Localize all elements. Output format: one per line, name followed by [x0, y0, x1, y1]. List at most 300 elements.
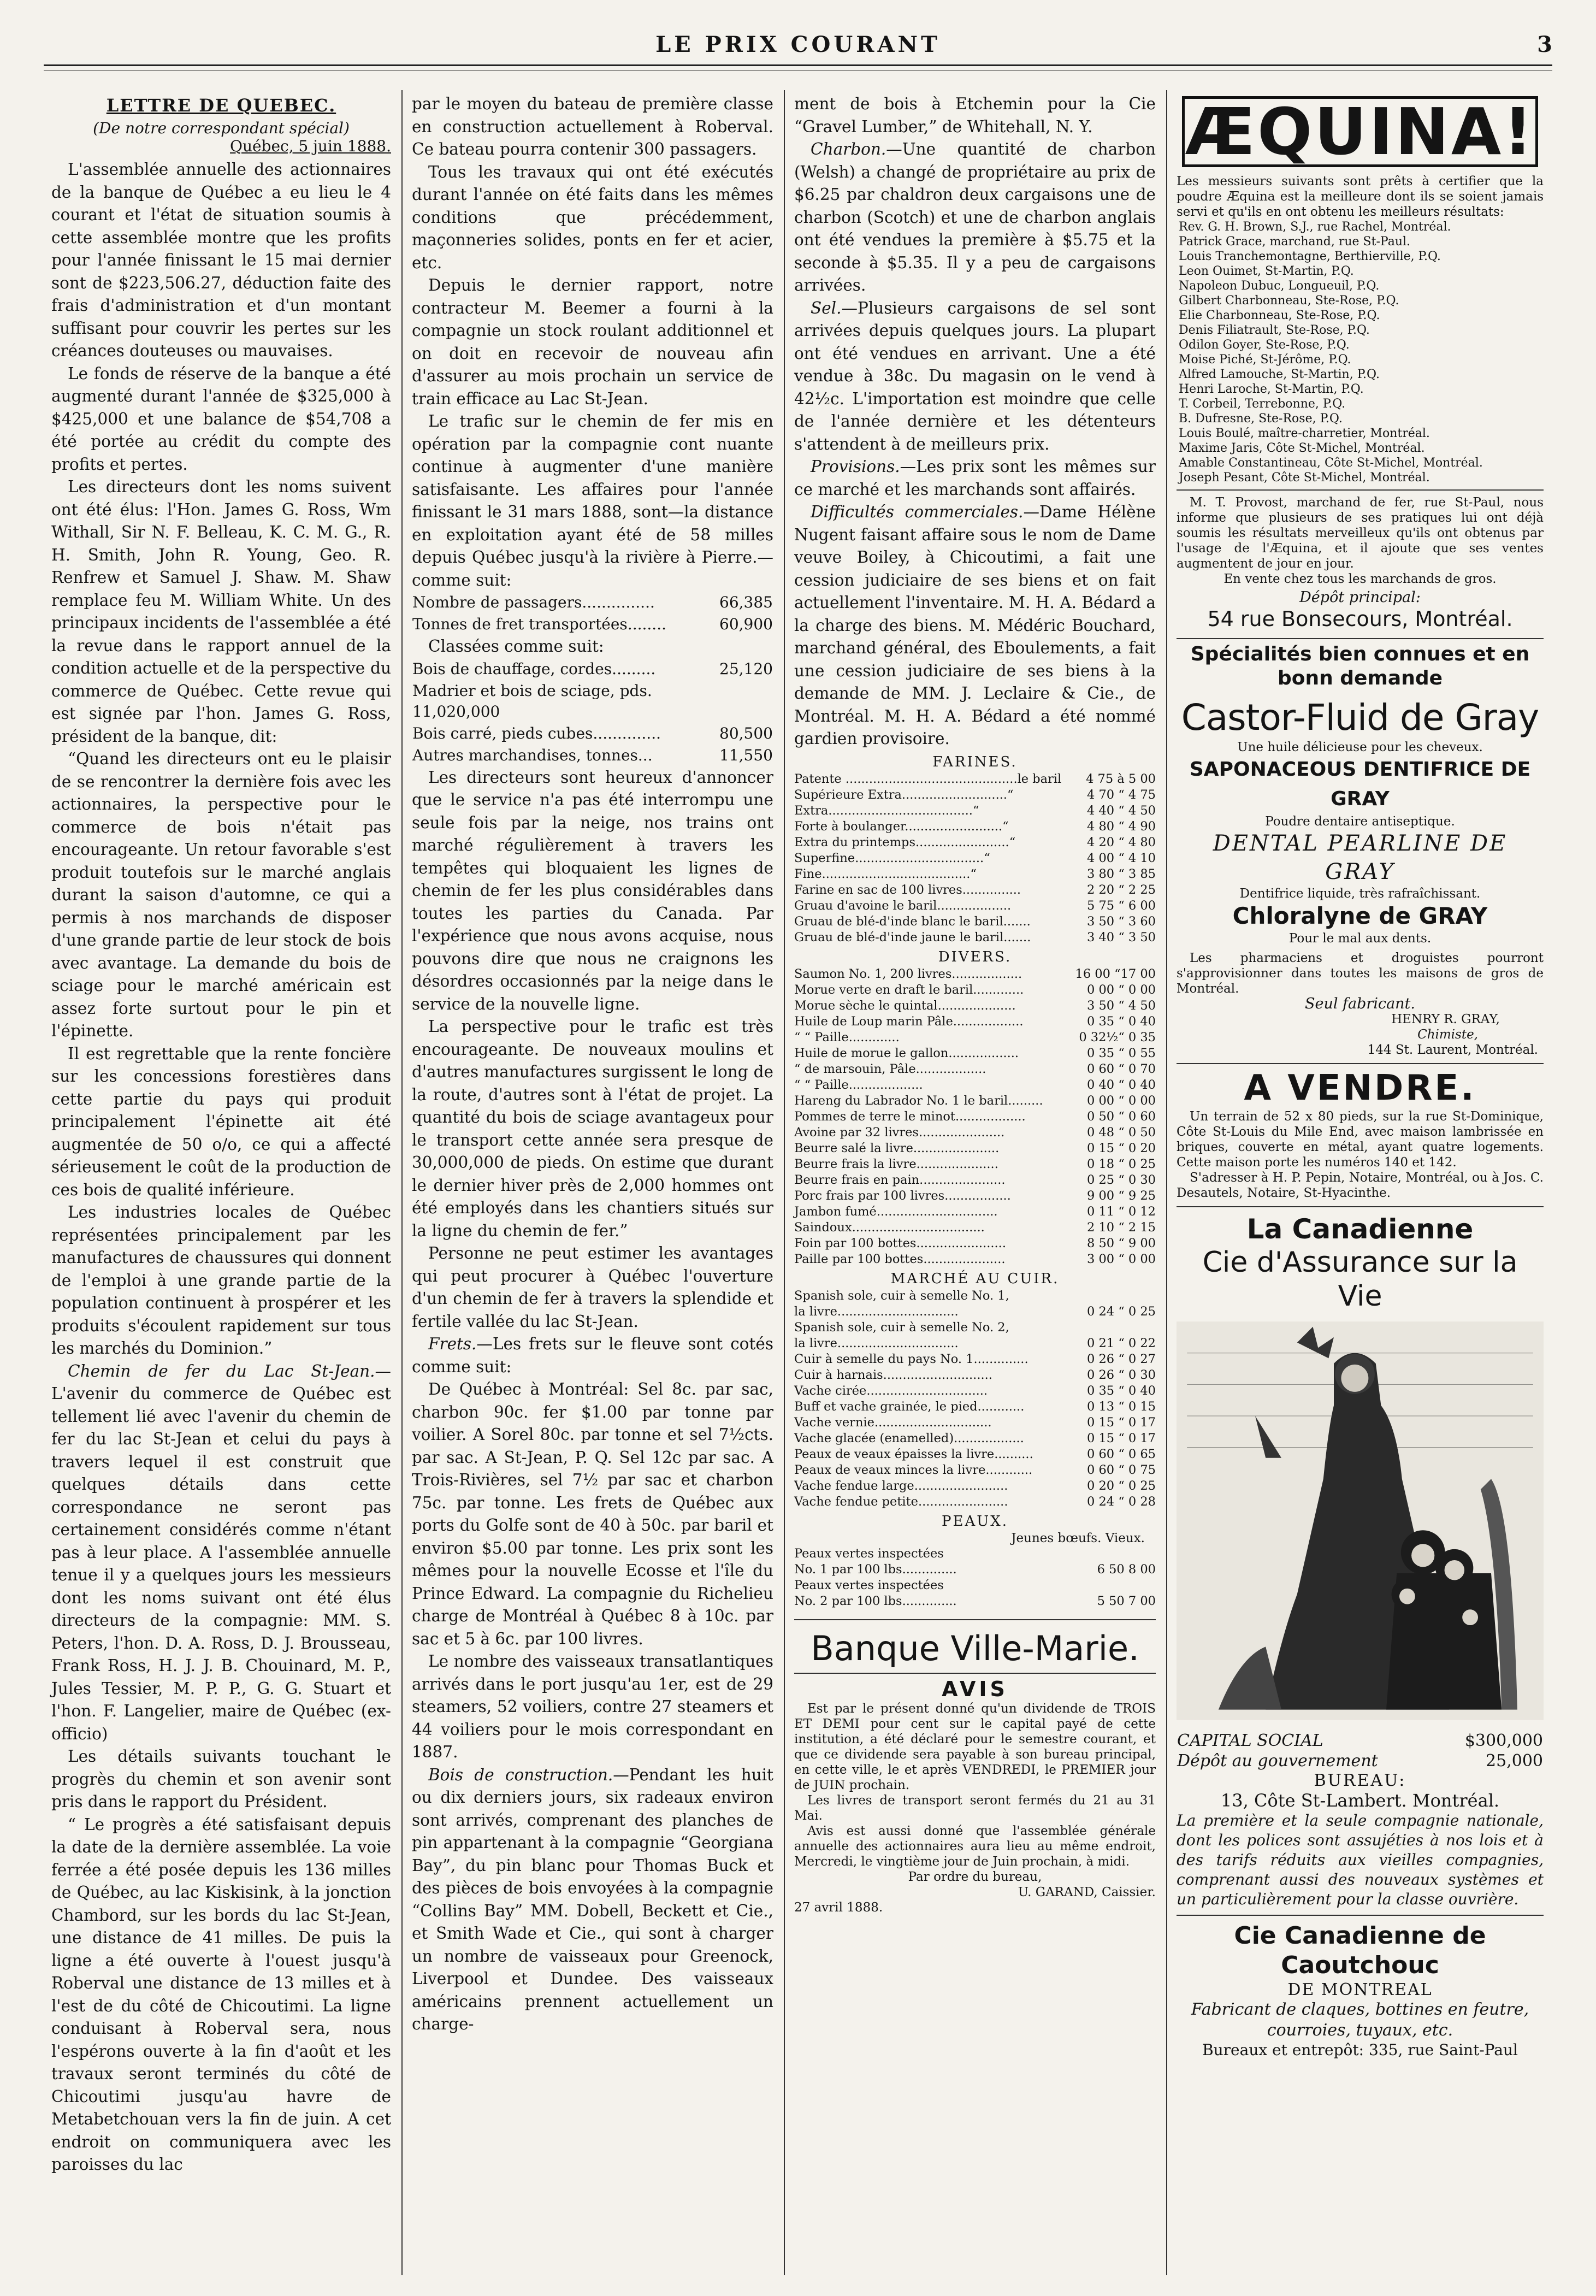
vendre-ad	[1177, 1064, 1544, 1207]
price-row	[794, 1562, 1156, 1578]
column-2	[404, 93, 781, 2273]
paragraph-text: —Plusieurs cargaisons de sel sont arrivées depuis quelques jours. La plupart ont été vendues en arrivant. Une a été vendue à 38c. Du magasin on le vend à 42½c. L'importation est moindre que celle de l'année dernière et les détenteurs s'attendent à de meilleurs prix.	[794, 298, 1156, 453]
caoutchouc-title: Cie Canadienne de Caoutchouc	[1234, 1922, 1486, 1979]
price-value: 0 18 “ 0 25	[1086, 1156, 1156, 1171]
pharm-note: Les pharmaciens et droguistes pourront s'approvisionner dans toutes les maisons de gros de Montréal.	[1177, 951, 1544, 996]
price-item: Beurre frais la livre.....................	[794, 1156, 998, 1171]
price-row	[794, 1383, 1156, 1399]
pearline-desc: Dentifrice liquide, très rafraîchissant.	[1239, 887, 1481, 901]
price-row	[794, 1399, 1156, 1415]
paragraph-text: —Les prix sont les mêmes sur ce marché et les marchands sont affairés.	[794, 457, 1156, 499]
reference-item: T. Corbeil, Terrebonne, P.Q.	[1179, 397, 1346, 411]
provost-note: M. T. Provost, marchand de fer, rue St-Paul, nous informe que plusieurs de ses pratiques lui ont déjà soumis les résultats merveilleux qu'ils ont obtenus par l'usage de l'Æquina, et il ajoute que ses ventes augmentent de jour en jour.	[1177, 495, 1544, 571]
chloralyne-title: Chloralyne de GRAY	[1232, 902, 1488, 929]
table-row	[412, 658, 773, 680]
price-value: 0 48 “ 0 50	[1086, 1125, 1156, 1140]
reference-item: B. Dufresne, Ste-Rose, P.Q.	[1179, 412, 1343, 426]
dateline: Québec, 5 juin 1888.	[229, 137, 391, 155]
gray-title: Chimiste,	[1417, 1028, 1478, 1042]
aequina-banner	[1182, 96, 1538, 167]
section-title-cuir: MARCHÉ AU CUIR.	[890, 1270, 1060, 1287]
price-row	[794, 1236, 1156, 1252]
price-item: Fine......................................“	[794, 866, 977, 881]
price-value: 0 60 “ 0 75	[1086, 1462, 1156, 1477]
price-value: 0 21 “ 0 22	[1086, 1336, 1156, 1350]
price-table-peaux	[794, 1546, 1156, 1609]
price-value: 0 24 “ 0 28	[1086, 1494, 1156, 1509]
price-value: 0 20 “ 0 25	[1086, 1478, 1156, 1493]
price-row	[794, 1188, 1156, 1204]
reference-item: Denis Filiatrault, Ste-Rose, P.Q.	[1179, 323, 1370, 337]
table-row	[1177, 1751, 1544, 1771]
price-item: Cuir à harnais............................	[794, 1367, 992, 1382]
price-value: 4 80 “ 4 90	[1086, 819, 1156, 834]
aequina-intro: Les messieurs suivants sont prêts à certifier que la poudre Æquina est la meilleure dont ils se soient jamais servi et qu'ils en ont obtenu les meilleurs résultats:	[1177, 174, 1544, 219]
reference-item: Moise Piché, St-Jérôme, P.Q.	[1179, 353, 1351, 367]
reference-item: Patrick Grace, marchand, rue St-Paul.	[1179, 235, 1411, 249]
price-value: 0 35 “ 0 40	[1086, 1383, 1156, 1398]
price-row	[794, 1320, 1156, 1336]
stat-value	[719, 680, 773, 723]
castor-desc: Une huile délicieuse pour les cheveux.	[1237, 740, 1483, 754]
price-item: Peaux de veaux épaisses la livre..........	[794, 1447, 1033, 1461]
price-item: Pommes de terre le minot..................	[794, 1109, 1026, 1124]
price-row	[794, 1336, 1156, 1351]
bureau-address: 13, Côte St-Lambert. Montréal.	[1220, 1790, 1500, 1811]
price-row	[794, 1077, 1156, 1093]
column-rule	[401, 90, 403, 2275]
price-item: Saumon No. 1, 200 livres..................	[794, 966, 1022, 981]
paragraph: Les industries locales de Québec représentées principalement par les manufactures de chaussures qui donnent de l'emploi à une grande partie de la population continuent à prospérer et les produits s'écoulent rapidement sur tous les marchés du Dominion.”	[51, 1203, 391, 1357]
price-table-divers	[794, 966, 1156, 1267]
newspaper-title: LE PRIX COURANT	[655, 32, 941, 57]
paragraph	[794, 501, 1156, 751]
price-row	[794, 914, 1156, 930]
price-item: Forte à boulanger.........................“	[794, 819, 1009, 834]
paragraph: Le nombre des vaisseaux transatlantiques arrivés dans le port jusqu'au 1er, est de 29 steamers, 52 voiliers, contre 27 steamers et 44 voiliers pour le mois correspondant en 1887.	[412, 1652, 773, 1761]
paragraph	[794, 138, 1156, 297]
price-item: Jambon fumé...............................	[794, 1204, 998, 1219]
depot-gov-label: Dépôt au gouvernement	[1177, 1751, 1378, 1770]
gray-ad	[1177, 639, 1544, 1064]
price-row	[794, 803, 1156, 819]
price-item: Vache fendue large........................	[794, 1478, 1008, 1493]
price-item: Vache fendue petite.......................	[794, 1494, 1008, 1509]
price-item: Gruau de blé-d'inde blanc le baril.......	[794, 914, 1031, 929]
saponaceous-desc: Poudre dentaire antiseptique.	[1265, 814, 1455, 829]
banque-title: Banque Ville-Marie.	[811, 1628, 1139, 1668]
paragraph-lead: Bois de construction.	[428, 1765, 613, 1784]
price-row	[794, 1030, 1156, 1046]
paragraph-lead: Charbon.	[811, 140, 886, 158]
reference-list	[1177, 220, 1544, 485]
reference-item: Louis Tranchemontagne, Berthierville, P.Q.	[1179, 250, 1441, 263]
price-value	[1068, 1288, 1156, 1304]
price-value: 5 50 7 00	[1097, 1593, 1156, 1608]
price-item: No. 2 par 100 lbs..............	[794, 1593, 957, 1608]
price-item: Beurre frais en pain......................	[794, 1172, 1006, 1187]
price-value: 3 80 “ 3 85	[1086, 866, 1156, 881]
price-row	[794, 866, 1156, 882]
price-row	[794, 982, 1156, 998]
classees-label: Classées comme suit:	[428, 637, 604, 656]
gray-intro: Spécialités bien connues et en bonn demande	[1190, 643, 1530, 689]
paragraph: Personne ne peut estimer les avantages qui peut procurer à Québec l'ouverture d'un chemin de fer à travers la splendide et fertile vallée du lac St-Jean.	[412, 1244, 773, 1331]
price-value: 0 26 “ 0 27	[1086, 1351, 1156, 1366]
price-value: 0 50 “ 0 60	[1086, 1109, 1156, 1124]
castor-title: Castor-Fluid de Gray	[1181, 697, 1539, 739]
price-value: 3 50 “ 4 50	[1086, 998, 1156, 1013]
price-item: Hareng du Labrador No. 1 le baril.........	[794, 1093, 1043, 1108]
vendre-text: Un terrain de 52 x 80 pieds, sur la rue St-Dominique, Côte St-Louis du Mile End, avec maison lambrissée en briques, couverte en métal, ayant quatre logements. Cette maison porte les numéros 140 et 142.	[1177, 1109, 1544, 1170]
price-row	[794, 1204, 1156, 1220]
caoutchouc-address: Bureaux et entrepôt: 335, rue Saint-Paul	[1202, 2041, 1518, 2059]
price-item: la livre...............................	[794, 1304, 959, 1319]
section-title-farines: FARINES.	[932, 753, 1018, 770]
price-item: Spanish sole, cuir à semelle No. 1,	[794, 1288, 1009, 1303]
paragraph: par le moyen du bateau de première classe en construction actuellement à Roberval. Ce bateau pourra contenir 300 passagers.	[412, 95, 773, 158]
article-body	[412, 766, 773, 2036]
table-row	[412, 723, 773, 745]
price-value: 4 70 “ 4 75	[1086, 787, 1156, 802]
vente-note: En vente chez tous les marchands de gros.	[1223, 572, 1497, 586]
price-value: 8 50 “ 9 00	[1086, 1236, 1156, 1250]
price-row	[794, 787, 1156, 803]
column-4	[1169, 93, 1551, 2273]
price-row	[794, 898, 1156, 914]
paragraph: Le fonds de réserve de la banque a été augmenté durant l'année de $325,000 à $425,000 et une balance de $54,708 a été portée au crédit du compte des profits et pertes.	[51, 364, 391, 474]
price-row	[794, 771, 1156, 787]
price-row	[794, 1578, 1156, 1593]
price-item: Morue sèche le quintal....................	[794, 998, 1016, 1013]
paragraph: De Québec à Montréal: Sel 8c. par sac, charbon 90c. fer $1.00 par tonne par voilier. A Sorel 80c. par tonne et sel 7½cts. par sac. A St-Jean, P. Q. Sel 12c par sac. A Trois-Rivières, sel 7½ par sac et charbon 75c. par tonne. Les frets de Québec aux ports du Golfe sont de 40 à 50c. par baril et environ $5.00 par tonne. Les prix sont les mêmes pour la nouvelle Ecosse et l'île du Prince Edward. La compagnie du Richelieu charge de Montréal à Québec 8 à 10c. par sac et 5 à 6c. par 100 livres.	[412, 1380, 773, 1648]
price-item: Supérieure Extra...........................“	[794, 787, 1014, 802]
price-row	[794, 1061, 1156, 1077]
article-body	[51, 158, 391, 2176]
page-number: 3	[1537, 32, 1552, 57]
price-row	[794, 1288, 1156, 1304]
banque-ad	[794, 1619, 1156, 1915]
price-item: Gruau de blé-d'inde jaune le baril.......	[794, 930, 1031, 945]
price-value: 4 75 à 5 00	[1086, 771, 1156, 786]
price-row	[794, 1252, 1156, 1267]
depot-gov-value: 25,000	[1486, 1751, 1543, 1770]
price-value: 0 15 “ 0 20	[1086, 1141, 1156, 1155]
stat-value: 66,385	[719, 593, 773, 611]
paragraph-lead: Difficultés commerciales.	[811, 503, 1024, 521]
price-item: Extra.....................................“	[794, 803, 979, 818]
price-row	[794, 1367, 1156, 1383]
price-value: 0 00 “ 0 00	[1086, 1093, 1156, 1108]
price-item: Farine en sac de 100 livres...............	[794, 882, 1021, 897]
gray-name: HENRY R. GRAY,	[1391, 1012, 1500, 1026]
price-item: “ de marsouin, Pâle..................	[794, 1061, 986, 1076]
reference-item: Maxime Jaris, Côte St-Michel, Montréal.	[1179, 441, 1425, 455]
price-value: 0 24 “ 0 25	[1086, 1304, 1156, 1319]
price-row	[794, 1093, 1156, 1109]
divider	[1177, 489, 1544, 491]
paragraph-lead: Sel.	[811, 298, 842, 317]
price-item: Gruau d'avoine le baril...................	[794, 898, 1012, 913]
paragraph: “Quand les directeurs ont eu le plaisir de se rencontrer la dernière fois avec les actionnaires, la perspective pour le commerce de bois n'était pas encourageante. Un retour favorable s'est produit toutefois sur le marché anglais durant la saison d'automne, ce qui a permis à nos marchands de disposer d'une grande partie de leur stock de bois avec avantage. La demande du bois de sciage pour le marché américain est assez forte surtout pour le pin et l'épinette.	[51, 749, 391, 1040]
price-row	[794, 1014, 1156, 1030]
price-value: 0 15 “ 0 17	[1086, 1415, 1156, 1430]
caoutchouc-subtitle: DE MONTREAL	[1287, 1980, 1433, 1999]
reference-item: Odilon Goyer, Ste-Rose, P.Q.	[1179, 338, 1350, 352]
avis-title: AVIS	[942, 1677, 1008, 1701]
price-value: 0 35 “ 0 40	[1086, 1014, 1156, 1029]
price-value: 0 25 “ 0 30	[1086, 1172, 1156, 1187]
paragraph	[794, 456, 1156, 501]
stat-label: Tonnes de fret transportées........	[412, 615, 666, 633]
table-row	[1177, 1731, 1544, 1751]
price-value: 3 40 “ 3 50	[1086, 930, 1156, 945]
price-row	[794, 966, 1156, 982]
saponaceous-title: SAPONACEOUS DENTIFRICE DE GRAY	[1189, 758, 1531, 810]
capital-value: $300,000	[1464, 1731, 1543, 1750]
price-value: 9 00 “ 9 25	[1086, 1188, 1156, 1203]
stat-label: Madrier et bois de sciage, pds. 11,020,000	[412, 681, 652, 721]
price-item: Vache glacée (enamelled)..................	[794, 1431, 1024, 1445]
stat-label: Nombre de passagers...............	[412, 593, 655, 611]
paragraph: La perspective pour le trafic est très encourageante. De nouveaux moulins et d'autres manufactures surgissent le long de la route, d'autres sont à l'état de projet. La quantité du bois de sciage avantageux pour le transport cette année sera presque de 30,000,000 de pieds. On estime que durant le dernier hiver près de 2,000 hommes ont été employés dans les chantiers situés sur la ligne du chemin de fer.”	[412, 1017, 773, 1240]
paragraph-text: —Pendant les huit ou dix derniers jours, six radeaux environ sont arrivés, comprenant des planches de pin appartenant à la compagnie “Georgiana Bay”, du pin blanc pour Thomas Buck et des pièces de bois envoyées à la compagnie “Collins Bay” MM. Dobell, Beckett et Cie., et Smith Wade et Cie., qui sont à charger un nombre de vaisseaux pour Greenock, Liverpool et Dundee. Des vaisseaux américains prennent actuellement un charge-	[412, 1765, 773, 2033]
table-row	[412, 745, 773, 766]
price-value: 3 00 “ 0 00	[1086, 1252, 1156, 1266]
vendre-contact: S'adresser à H. P. Pepin, Notaire, Montréal, ou à Jos. C. Desautels, Notaire, St-Hyacinthe.	[1177, 1171, 1544, 1200]
masthead	[44, 32, 1552, 64]
paragraph-lead: Provisions.	[811, 457, 900, 476]
canadienne-description: La première et la seule compagnie nationale, dont les polices sont assujéties à nos lois et à des tarifs réduits aux vieilles compagnies, comprenant aussi des nouveaux systèmes et un particulièrement pour la classe ouvrière.	[1177, 1811, 1544, 1908]
reference-item: Joseph Pesant, Côte St-Michel, Montréal.	[1179, 471, 1430, 485]
table-row	[412, 613, 773, 635]
gray-address: 144 St. Laurent, Montréal.	[1367, 1043, 1538, 1057]
price-value: 0 35 “ 0 55	[1086, 1046, 1156, 1060]
reference-item: Napoleon Dubuc, Longueuil, P.Q.	[1179, 279, 1380, 293]
column-rule	[1166, 90, 1167, 2275]
paragraph-text: —Dame Hélène Nugent faisant affaire sous le nom de Dame veuve Boiley, à Chicoutimi, a fait une cession judiciaire de ses biens et on fait actuellement l'inventaire. M. H. A. Bédard a la charge des biens. M. Médéric Bouchard, marchand général, des Eboulements, a fait une cession judiciaire de ses biens à la demande de MM. J. Leclaire & Cie., de Montréal. M. H. A. Bédard a été nommé gardien provisoire.	[794, 503, 1156, 748]
article-heading: LETTRE DE QUEBEC.	[106, 95, 336, 116]
canadienne-title: La Canadienne	[1246, 1213, 1474, 1245]
price-value: 0 40 “ 0 40	[1086, 1077, 1156, 1092]
price-item: Huile de Loup marin Pâle..................	[794, 1014, 1024, 1029]
aequina-title: ÆQUINA!	[1185, 94, 1535, 169]
reference-item: Louis Boulé, maître-charretier, Montréal.	[1179, 427, 1430, 440]
price-table-cuir	[794, 1288, 1156, 1510]
price-row	[794, 819, 1156, 835]
price-value: 0 15 “ 0 17	[1086, 1431, 1156, 1445]
paragraph	[412, 1333, 773, 1378]
paragraph: “ Le progrès a été satisfaisant depuis la date de la dernière assemblée. La voie ferrée a été posée depuis les 136 milles de Québec, au lac Kiskisink, à la jonction Chambord, sur les bords du lac St-Jean, une distance de 41 milles. De puis la ligne a été ouverte à l'ouest jusqu'à Roberval une distance de 13 milles et à l'est de du côté de Chicoutimi. La ligne conduisant à Roberval sera, nous l'espérons ouverte à la fin d'août et les travaux seront terminés du côté de Chicoutimi jusqu'au havre de Metabetchouan vers la fin de juin. A cet endroit on communiquera avec les paroisses du lac	[51, 1815, 391, 2174]
paragraph	[794, 297, 1156, 456]
price-row	[794, 930, 1156, 946]
price-row	[794, 1415, 1156, 1431]
price-value: 4 40 “ 4 50	[1086, 803, 1156, 818]
price-value: 0 60 “ 0 65	[1086, 1447, 1156, 1461]
price-value: 0 00 “ 0 00	[1086, 982, 1156, 997]
price-value: 6 50 8 00	[1097, 1562, 1156, 1577]
price-item: Foin par 100 bottes.......................	[794, 1236, 1006, 1250]
price-value: 5 75 “ 6 00	[1086, 898, 1156, 913]
depot-address: 54 rue Bonsecours, Montréal.	[1207, 607, 1513, 631]
price-value	[1068, 1546, 1156, 1562]
avis-text: Avis est aussi donné que l'assemblée générale annuelle des actionnaires aura lieu au même endroit, Mercredi, le vingtième jour de Juin prochain, à midi.	[794, 1823, 1156, 1869]
allegorical-engraving	[1177, 1313, 1544, 1728]
price-item: Peaux vertes inspectées	[794, 1578, 944, 1592]
price-table-farines	[794, 771, 1156, 946]
stat-value: 11,550	[719, 746, 773, 764]
price-row	[794, 1141, 1156, 1156]
peaux-header: Jeunes bœufs. Vieux.	[1011, 1531, 1145, 1545]
caoutchouc-description: Fabricant de claques, bottines en feutre, courroies, tuyaux, etc.	[1191, 2000, 1529, 2040]
price-value: 4 00 “ 4 10	[1086, 851, 1156, 865]
price-item: Avoine par 32 livres......................	[794, 1125, 1005, 1140]
price-value: 0 11 “ 0 12	[1086, 1204, 1156, 1219]
stat-label: Autres marchandises, tonnes...	[412, 746, 653, 764]
avis-order: Par ordre du bureau,	[908, 1869, 1042, 1884]
column-rule	[784, 90, 785, 2275]
caoutchouc-ad	[1177, 1915, 1544, 2059]
paragraph: Depuis le dernier rapport, notre contracteur M. Beemer a fourni à la compagnie un stock roulant additionnel et on doit en recevoir de nouveau afin d'assurer au mois prochain un service de train efficace au Lac St-Jean.	[412, 276, 773, 408]
price-row	[794, 1220, 1156, 1236]
pearline-title: DENTAL PEARLINE DE GRAY	[1213, 831, 1508, 884]
reference-item: Amable Constantineau, Côte St-Michel, Montréal.	[1179, 456, 1483, 470]
avis-signature: U. GARAND, Caissier.	[1018, 1885, 1156, 1899]
bureau-label: BUREAU:	[1314, 1771, 1406, 1790]
paragraph-text: —Les frets sur le fleuve sont cotés comme suit:	[412, 1335, 773, 1376]
price-value: 3 50 “ 3 60	[1086, 914, 1156, 929]
price-row	[794, 1109, 1156, 1125]
paragraph: Il est regrettable que la rente foncière sur les concessions forestières dans cette partie du pays qui produit principalement l'épinette ait été augmentée de 50 o/o, ce qui a affecté sérieusement le coût de la production de ces bois de qualité inférieure.	[51, 1044, 391, 1199]
price-item: Saindoux..................................	[794, 1220, 985, 1235]
paragraph: Tous les travaux qui ont été exécutés durant l'année on été faits dans les mêmes conditions que précédemment, maçonneries solides, ponts en fer et acier, etc.	[412, 162, 773, 272]
price-item: Porc frais par 100 livres.................	[794, 1188, 1011, 1203]
masthead-rule	[44, 64, 1552, 66]
reference-item: Leon Ouimet, St-Martin, P.Q.	[1179, 264, 1354, 278]
reference-item: Alfred Lamouche, St-Martin, P.Q.	[1179, 368, 1380, 381]
stat-value: 60,900	[719, 615, 773, 633]
price-value: 2 10 “ 2 15	[1086, 1220, 1156, 1235]
reference-item: Gilbert Charbonneau, Ste-Rose, P.Q.	[1179, 294, 1399, 308]
stat-value: 25,120	[719, 659, 773, 678]
article-body	[412, 93, 773, 592]
table-row	[412, 680, 773, 723]
reference-item: Henri Laroche, St-Martin, P.Q.	[1179, 382, 1364, 396]
section-title-divers: DIVERS.	[938, 948, 1012, 965]
paragraph: Les directeurs dont les noms suivent ont été élus: l'Hon. James G. Ross, Wm Withall, Sir N. F. Belleau, K. C. M. G., R. H. Smith, John R. Young, Geo. R. Renfrew et Samuel J. Shaw. M. Shaw remplace feu M. William White. Un des principaux incidents de l'assemblée a été la revue dans le rapport annuel de la condition actuelle et de la perspective du commerce de Québec. Cette revue qui est signée par l'hon. James G. Ross, président de la banque, dit:	[51, 477, 391, 746]
price-row	[794, 1447, 1156, 1462]
capital-table	[1177, 1731, 1544, 1771]
canadienne-ad	[1177, 1207, 1544, 1909]
price-value: 4 20 “ 4 80	[1086, 835, 1156, 849]
depot-label: Dépôt principal:	[1299, 589, 1421, 606]
price-value	[1068, 1320, 1156, 1336]
stat-value: 80,500	[719, 724, 773, 742]
price-item: Vache cirée...............................	[794, 1383, 988, 1398]
table-row	[412, 592, 773, 613]
price-item: la livre...............................	[794, 1336, 959, 1350]
price-row	[794, 1431, 1156, 1447]
price-row	[794, 1546, 1156, 1562]
price-item: Beurre salé la livre......................	[794, 1141, 1000, 1155]
price-value: 0 26 “ 0 30	[1086, 1367, 1156, 1382]
price-value: 0 32½“ 0 35	[1079, 1030, 1156, 1044]
price-row	[794, 851, 1156, 866]
price-item: Cuir à semelle du pays No. 1..............	[794, 1351, 1028, 1366]
paragraph	[51, 1360, 391, 1746]
vendre-title: A VENDRE.	[1244, 1068, 1476, 1108]
price-row	[794, 1125, 1156, 1141]
freight-table	[412, 658, 773, 766]
price-item: Peaux vertes inspectées	[794, 1546, 944, 1561]
price-row	[794, 1478, 1156, 1494]
paragraph: ment de bois à Etchemin pour la Cie “Gravel Lumber,” de Whitehall, N. Y.	[794, 95, 1156, 136]
price-item: Peaux de veaux minces la livre............	[794, 1462, 1033, 1477]
price-value: 0 60 “ 0 70	[1086, 1061, 1156, 1076]
price-row	[794, 882, 1156, 898]
price-row	[794, 1046, 1156, 1061]
paragraph-lead: Frets.	[428, 1335, 477, 1353]
price-value: 16 00 “17 00	[1075, 966, 1156, 981]
price-value: 0 13 “ 0 15	[1086, 1399, 1156, 1414]
price-item: Extra du printemps........................“	[794, 835, 1016, 849]
paragraph-text: —Une quantité de charbon (Welsh) a changé de propriétaire au prix de $6.25 par chaldron deux cargaisons une de charbon (Scotch) et une de charbon anglais ont été vendues la première à $5.75 et la seconde à $5.35. Il y a peu de cargaisons arrivées.	[794, 140, 1156, 294]
price-row	[794, 835, 1156, 851]
traffic-table	[412, 592, 773, 635]
price-row	[794, 1593, 1156, 1609]
aequina-ad	[1177, 93, 1544, 639]
paragraph	[412, 1764, 773, 2036]
seul-fabricant: Seul fabricant.	[1304, 995, 1416, 1012]
price-row	[794, 1462, 1156, 1478]
paragraph: Les détails suivants touchant le progrès du chemin et son avenir sont pris dans le rapport du Président.	[51, 1747, 391, 1811]
avis-text: Les livres de transport seront fermés du 21 au 31 Mai.	[794, 1793, 1156, 1823]
price-value	[1068, 1578, 1156, 1593]
price-item: “ “ Paille...................	[794, 1077, 923, 1092]
capital-label: CAPITAL SOCIAL	[1177, 1731, 1323, 1750]
stat-label: Bois de chauffage, cordes.........	[412, 659, 656, 678]
price-item: “ “ Paille.............	[794, 1030, 900, 1044]
price-item: Buff et vache grainée, le pied............	[794, 1399, 1025, 1414]
paragraph: Le trafic sur le chemin de fer mis en opération par la compagnie cont nuante continue à augmenter d'une manière satisfaisante. Les affaires pour l'année finissant le 31 mars 1888, sont—la distance en exploitation ayant été de 58 milles depuis Québec jusqu'à la rivière à Pierre.—comme suit:	[412, 412, 773, 589]
price-item: Huile de morue le gallon..................	[794, 1046, 1019, 1060]
avis-text: Est par le présent donné qu'un dividende de TROIS ET DEMI pour cent sur le capital payé de cette institution, a été déclaré pour le semestre courant, et que ce dividende sera payable à son bureau principal, en cette ville, le et après VENDREDI, le PREMIER jour de JUIN prochain.	[794, 1701, 1156, 1792]
paragraph: L'assemblée annuelle des actionnaires de la banque de Québec a eu lieu le 4 courant et l'état de situation soumis à cette assemblée montre que les profits pour l'année finissant le 15 mai dernier sont de $223,506.27, déduction faite des frais d'administration et d'un montant suffisant pour couvrir les pertes sur les créances douteuses ou mauvaises.	[51, 160, 391, 360]
price-value: 2 20 “ 2 25	[1086, 882, 1156, 897]
price-row	[794, 998, 1156, 1014]
price-item: Superfine.................................“	[794, 851, 990, 865]
paragraph-text: —L'avenir du commerce de Québec est tellement lié avec l'avenir du chemin de fer du lac St-Jean et celui du pays à travers lequel il est construit que quelques détails dans cette correspondance ne seront pas certainement considérés comme n'étant pas à leur place. A l'assemblée annuelle tenue il y a quelques jours les messieurs dont les noms suivant ont été élus directeurs de la compagnie: MM. S. Peters, l'hon. D. A. Ross, D. J. Brousseau, Frank Ross, H. J. J. B. Chouinard, M. P., Jules Tessier, M. P. P., G. G. Stuart et l'hon. F. Langelier, maire de Québec (ex-officio)	[51, 1361, 391, 1743]
price-row	[794, 1172, 1156, 1188]
price-item: Paille par 100 bottes.....................	[794, 1252, 1006, 1266]
column-3	[787, 93, 1163, 2273]
reference-item: Rev. G. H. Brown, S.J., rue Rachel, Montréal.	[1179, 220, 1451, 234]
article-subheading: (De notre correspondant spécial)	[93, 119, 350, 137]
price-item: Spanish sole, cuir à semelle No. 2,	[794, 1320, 1009, 1335]
price-item: Morue verte en draft le baril.............	[794, 982, 1024, 997]
chloralyne-desc: Pour le mal aux dents.	[1288, 931, 1432, 946]
column-1	[44, 93, 399, 2273]
section-title-peaux: PEAUX.	[942, 1513, 1008, 1530]
divider	[794, 1673, 1156, 1674]
stat-label: Bois carré, pieds cubes..............	[412, 724, 661, 742]
reference-item: Elie Charbonneau, Ste-Rose, P.Q.	[1179, 309, 1380, 322]
price-row	[794, 1494, 1156, 1510]
price-row	[794, 1156, 1156, 1172]
price-row	[794, 1351, 1156, 1367]
avis-date: 27 avril 1888.	[794, 1900, 883, 1915]
article-body	[794, 93, 1156, 751]
